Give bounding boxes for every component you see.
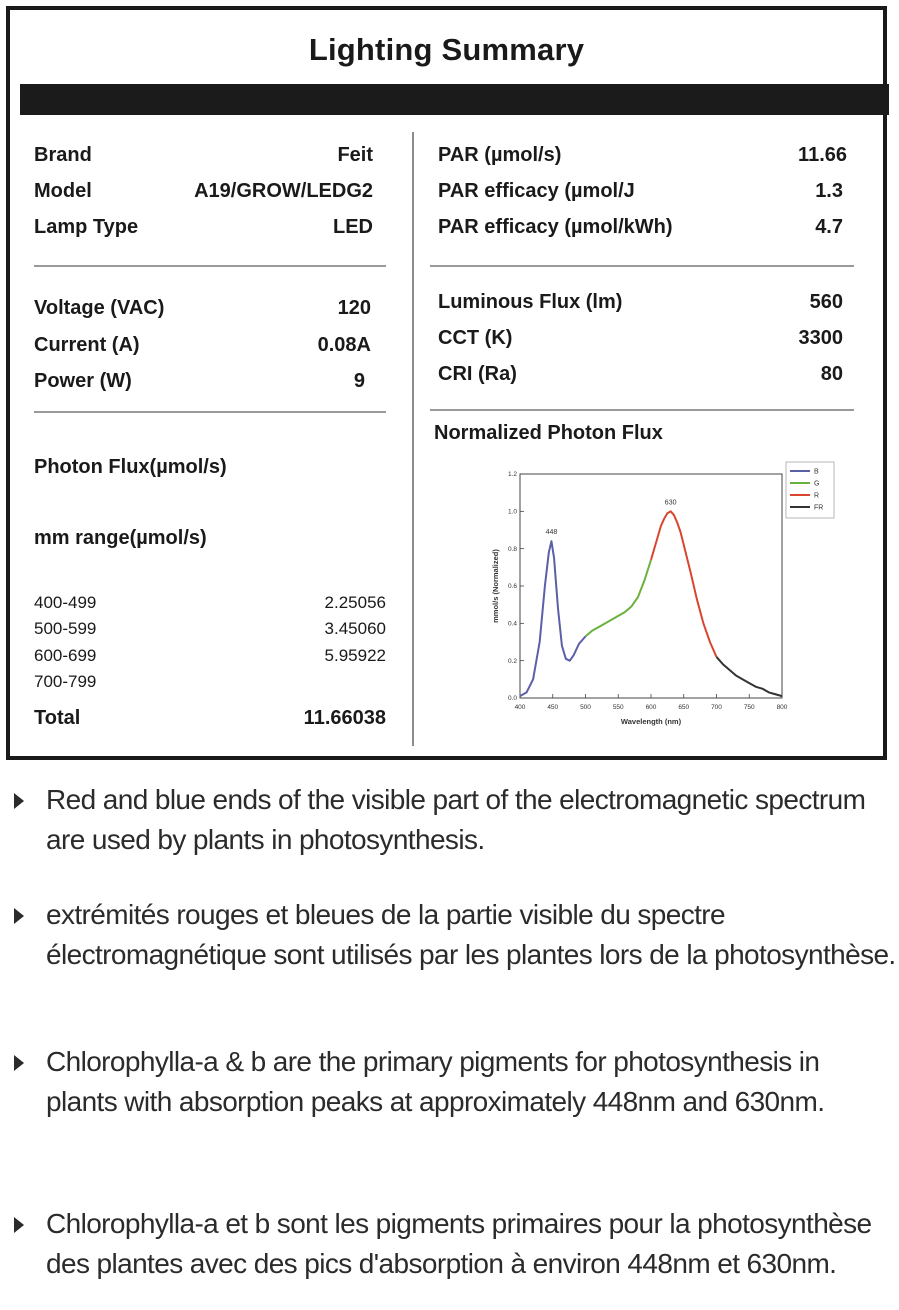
bullet-text: Chlorophylla-a & b are the primary pigments for photosynthesis in plants with absorption peaks at approximately 448nm and 630nm. [46,1046,825,1117]
right-divider-1 [430,265,854,267]
y-tick-label: 0.4 [507,620,517,628]
y-tick-label: 0.0 [507,695,517,703]
par-efficacy-kwh-value: 4.7 [815,216,843,238]
voltage-value: 120 [337,297,371,319]
bullet-arrow-icon [14,1217,24,1233]
x-axis-label: Wavelength (nm) [620,717,682,726]
cri-value: 80 [820,363,843,385]
y-tick-label: 0.2 [507,657,517,665]
x-tick-label: 750 [743,704,755,711]
range-label: 600-699 [34,646,97,665]
range-label: 400-499 [34,593,97,612]
range-heading: mm range(µmol/s) [34,527,207,549]
photon-flux-heading: Photon Flux(µmol/s) [34,456,227,478]
power-value: 9 [353,370,365,392]
legend-label-r: R [814,492,820,500]
right-divider-2 [430,409,854,411]
range-label: 700-799 [34,672,97,691]
range-value: 3.45060 [324,619,386,638]
total-value: 11.66038 [303,707,386,729]
bullet-arrow-icon [14,793,24,809]
x-tick-label: 400 [514,704,526,711]
model-label: Model [34,180,92,202]
x-tick-label: 450 [547,704,559,711]
y-tick-label: 1.2 [507,471,517,479]
legend-label-fr: FR [814,504,824,512]
par-efficacy-kwh-label: PAR efficacy (µmol/kWh) [438,216,673,238]
range-value: 5.95922 [324,646,386,665]
y-axis-label: mmol/s (Normalized) [491,549,500,623]
summary-title: Lighting Summary [308,32,585,67]
par-value: 11.66 [798,144,847,166]
range-label: 500-599 [34,619,97,638]
column-divider [412,132,414,746]
brand-label: Brand [34,144,92,166]
bullet-text: Red and blue ends of the visible part of the electromagnetic spectrum are used by plants in photosynthesis. [46,784,866,855]
x-tick-label: 600 [645,704,657,711]
bullet-text: extrémités rouges et bleues de la partie visible du spectre électromagnétique sont utilisés par les plantes lors de la photosynthèse. [46,899,896,970]
x-tick-label: 500 [580,704,591,711]
legend-label-b: B [814,468,819,476]
chart-heading: Normalized Photon Flux [434,422,663,444]
cct-label: CCT (K) [438,327,513,349]
lamp-type-label: Lamp Type [34,216,139,238]
luminous-flux-label: Luminous Flux (lm) [438,291,623,313]
lamp-type-value: LED [333,216,373,238]
x-tick-label: 800 [776,704,788,711]
left-divider-1 [34,265,386,267]
par-label: PAR (µmol/s) [438,144,562,166]
photon-flux-chart [484,460,848,752]
bullet-arrow-icon [14,908,24,924]
total-label: Total [34,707,81,729]
peak-annotation: 448 [545,529,558,537]
current-value: 0.08A [317,334,371,356]
par-efficacy-j-label: PAR efficacy (µmol/J [438,180,635,202]
x-tick-label: 700 [711,704,722,711]
par-efficacy-j-value: 1.3 [815,180,843,202]
cri-label: CRI (Ra) [438,363,517,385]
left-divider-2 [34,411,386,413]
y-tick-label: 1.0 [507,508,517,516]
peak-annotation: 630 [664,499,677,507]
power-label: Power (W) [34,370,132,392]
bullet-arrow-icon [14,1055,24,1071]
luminous-flux-value: 560 [809,291,843,313]
x-tick-label: 550 [612,704,624,711]
cct-value: 3300 [798,327,843,349]
legend-label-g: G [814,480,820,488]
y-tick-label: 0.8 [507,545,517,553]
current-label: Current (A) [34,334,140,356]
y-tick-label: 0.6 [507,583,517,591]
model-value: A19/GROW/LEDG2 [194,180,373,202]
bullet-text: Chlorophylla-a et b sont les pigments primaires pour la photosynthèse des plantes avec des pics d'absorption à environ 448nm et 630nm. [46,1208,872,1279]
x-tick-label: 650 [678,704,690,711]
title-band [20,84,889,115]
brand-value: Feit [337,144,373,166]
plot-frame [520,474,782,698]
voltage-label: Voltage (VAC) [34,297,165,319]
range-value: 2.25056 [324,593,386,612]
lighting-summary-panel [6,6,887,760]
